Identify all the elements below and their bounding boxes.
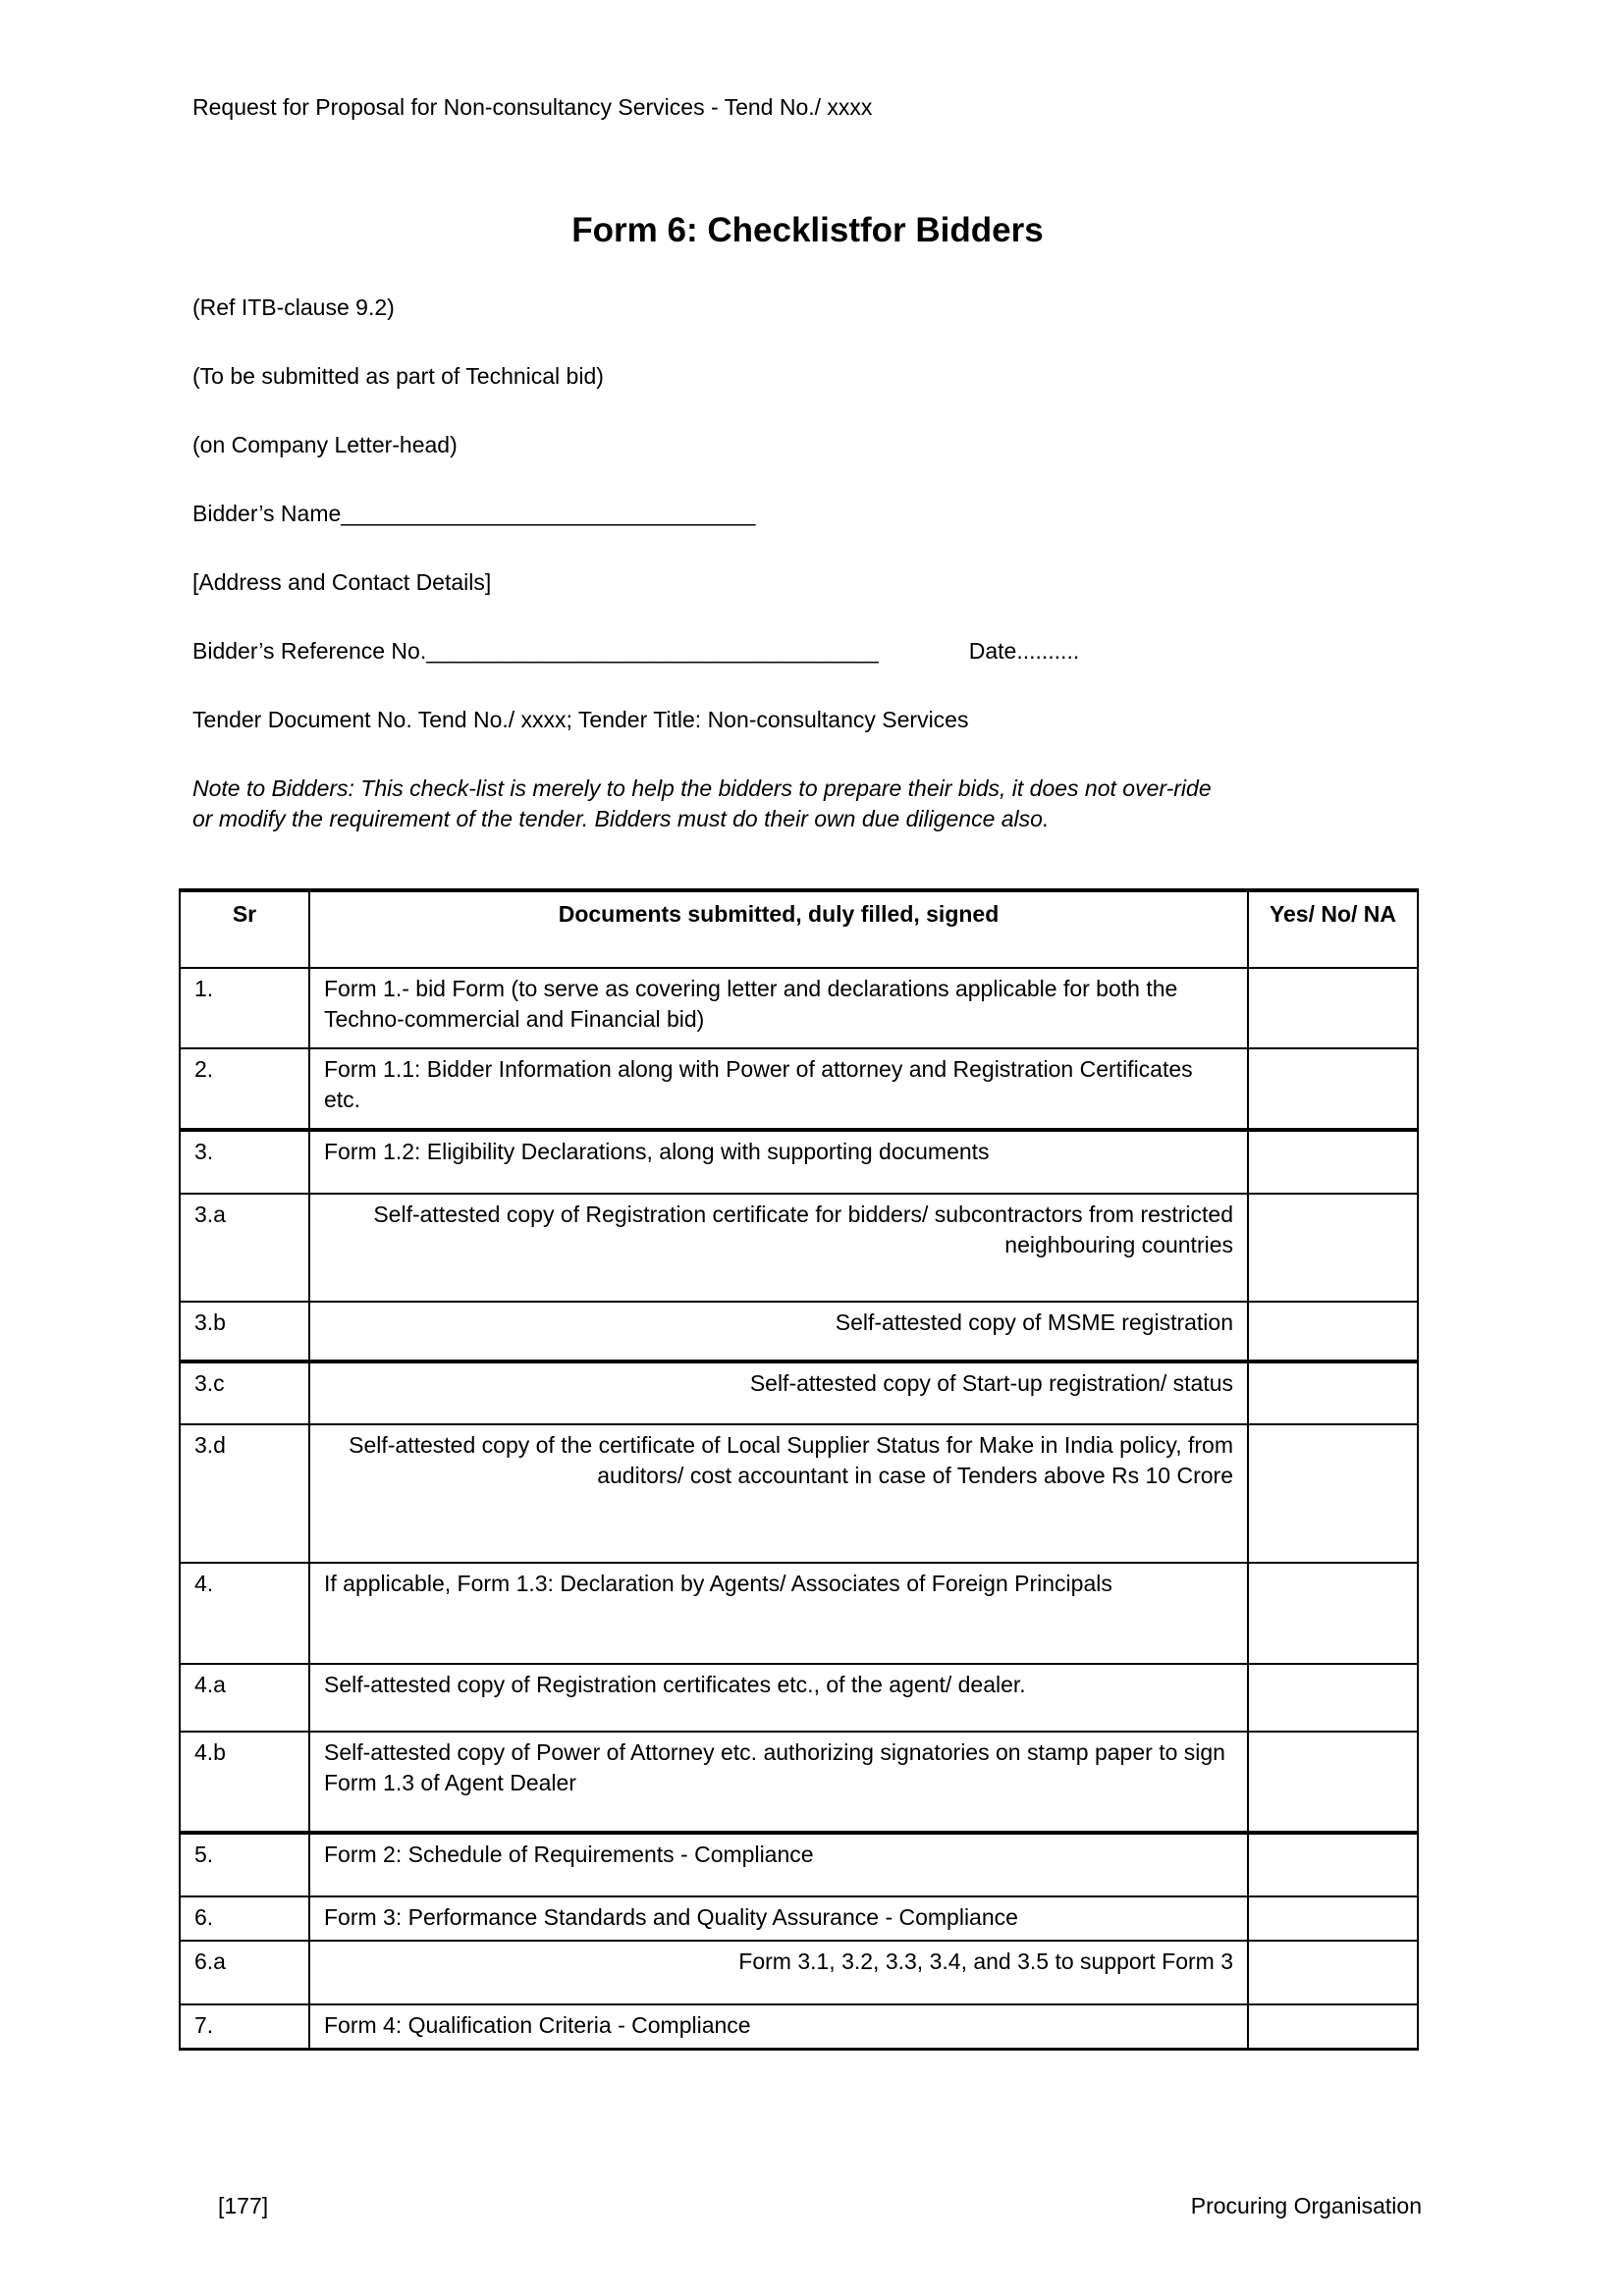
document-cell: Form 1.2: Eligibility Declarations, along with supporting documents (309, 1130, 1248, 1194)
sr-cell: 4.a (180, 1664, 309, 1732)
document-cell: Form 1.1: Bidder Information along with Power of attorney and Registration Certificates etc. (309, 1048, 1248, 1130)
answer-cell (1248, 1194, 1418, 1302)
table-row-3a (180, 1194, 1418, 1302)
sr-cell: 3.d (180, 1424, 309, 1563)
reference-label: Bidder’s Reference No. (192, 638, 427, 664)
note-to-bidders (192, 774, 1423, 834)
answer-cell (1248, 1048, 1418, 1130)
table-row-4a (180, 1664, 1418, 1732)
table-row-4 (180, 1563, 1418, 1664)
document-cell: Form 3: Performance Standards and Quality Assurance - Compliance (309, 1896, 1248, 1941)
document-cell: If applicable, Form 1.3: Declaration by Agents/ Associates of Foreign Principals (309, 1563, 1248, 1664)
address-line: [Address and Contact Details] (192, 569, 492, 595)
table-row-3b (180, 1302, 1418, 1362)
table-row-3 (180, 1130, 1418, 1194)
document-cell: Form 2: Schedule of Requirements - Compliance (309, 1833, 1248, 1896)
answer-cell (1248, 1362, 1418, 1424)
bidder-name-line (192, 499, 1423, 528)
answer-cell (1248, 2004, 1418, 2049)
reference-blank: ____________________________________ (426, 638, 879, 664)
ref-clause-line: (Ref ITB-clause 9.2) (192, 294, 395, 320)
sr-cell: 3. (180, 1130, 309, 1194)
answer-cell (1248, 1302, 1418, 1362)
header-sr: Sr (180, 890, 309, 968)
page-number: [177] (218, 2193, 269, 2218)
document-cell: Self-attested copy of Registration certificate for bidders/ subcontractors from restricted neighbouring countries (309, 1194, 1248, 1302)
sr-cell: 4. (180, 1563, 309, 1664)
reference-line (192, 636, 1423, 666)
checklist-table (179, 888, 1419, 2051)
document-cell: Self-attested copy of Registration certificates etc., of the agent/ dealer. (309, 1664, 1248, 1732)
header-documents: Documents submitted, duly filled, signed (309, 890, 1248, 968)
date-label: Date.......... (968, 638, 1080, 664)
tender-line: Tender Document No. Tend No./ xxxx; Tender Title: Non-consultancy Services (192, 707, 969, 732)
document-cell: Form 4: Qualification Criteria - Compliance (309, 2004, 1248, 2049)
document-cell: Self-attested copy of the certificate of Local Supplier Status for Make in India policy, from auditors/ cost accountant in case of Tenders above Rs 10 Crore (309, 1424, 1248, 1563)
sr-cell: 5. (180, 1833, 309, 1896)
document-cell: Form 1.- bid Form (to serve as covering letter and declarations applicable for both the Techno-commercial and Financial bid) (309, 968, 1248, 1048)
note-line-1: Note to Bidders: This check-list is merely to help the bidders to prepare their bids, it does not over-ride (192, 775, 1212, 801)
answer-cell (1248, 1732, 1418, 1833)
sr-cell: 4.b (180, 1732, 309, 1833)
table-row-5 (180, 1833, 1418, 1896)
table-row-3d (180, 1424, 1418, 1563)
answer-cell (1248, 1563, 1418, 1664)
header-yes-no-na: Yes/ No/ NA (1248, 890, 1418, 968)
page-content (192, 92, 1423, 2051)
document-cell: Self-attested copy of MSME registration (309, 1302, 1248, 1362)
sr-cell: 3.c (180, 1362, 309, 1424)
bidder-name-blank: _________________________________ (341, 501, 756, 526)
table-row-6 (180, 1896, 1418, 1941)
document-cell: Self-attested copy of Power of Attorney etc. authorizing signatories on stamp paper to sign Form 1.3 of Agent Dealer (309, 1732, 1248, 1833)
sr-cell: 7. (180, 2004, 309, 2049)
table-row-6a (180, 1941, 1418, 2004)
page-title: Form 6: Checklistfor Bidders (571, 211, 1044, 249)
sr-cell: 3.a (180, 1194, 309, 1302)
answer-cell (1248, 1941, 1418, 2004)
answer-cell (1248, 1130, 1418, 1194)
submission-line: (To be submitted as part of Technical bid) (192, 363, 604, 389)
letterhead-line: (on Company Letter-head) (192, 432, 458, 457)
sr-cell: 3.b (180, 1302, 309, 1362)
table-row-2 (180, 1048, 1418, 1130)
table-row-4b (180, 1732, 1418, 1833)
table-row-7 (180, 2004, 1418, 2049)
answer-cell (1248, 968, 1418, 1048)
note-line-2: or modify the requirement of the tender. Bidders must do their own due diligence also. (192, 806, 1050, 831)
footer-organisation: Procuring Organisation (1190, 2193, 1422, 2218)
document-cell: Self-attested copy of Start-up registration/ status (309, 1362, 1248, 1424)
running-header: Request for Proposal for Non-consultancy Services - Tend No./ xxxx (192, 94, 873, 120)
answer-cell (1248, 1833, 1418, 1896)
table-row-3c (180, 1362, 1418, 1424)
page-footer (218, 2191, 1422, 2220)
bidder-name-label: Bidder’s Name (192, 501, 342, 526)
answer-cell (1248, 1424, 1418, 1563)
sr-cell: 2. (180, 1048, 309, 1130)
table-row-1 (180, 968, 1418, 1048)
sr-cell: 6.a (180, 1941, 309, 2004)
document-cell: Form 3.1, 3.2, 3.3, 3.4, and 3.5 to support Form 3 (309, 1941, 1248, 2004)
answer-cell (1248, 1664, 1418, 1732)
sr-cell: 6. (180, 1896, 309, 1941)
sr-cell: 1. (180, 968, 309, 1048)
answer-cell (1248, 1896, 1418, 1941)
table-header-row (180, 890, 1418, 968)
